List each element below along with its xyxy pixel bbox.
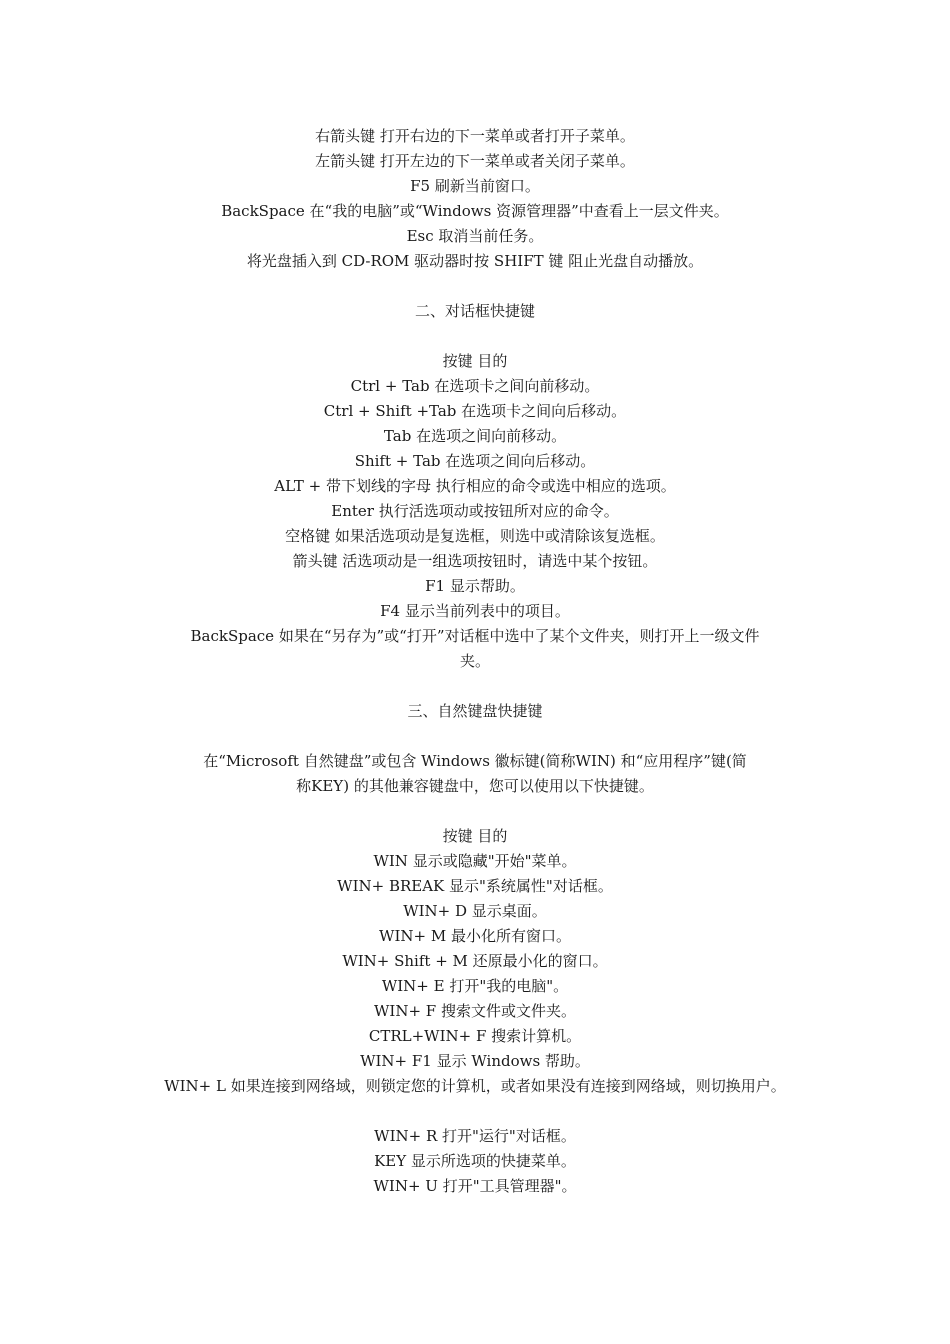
text-line: Ctrl + Tab 在选项卡之间向前移动。 (350, 377, 600, 395)
text-line: Shift + Tab 在选项之间向后移动。 (354, 452, 596, 470)
text-line: WIN+ Shift + M 还原最小化的窗口。 (342, 952, 608, 970)
text-line: WIN+ F 搜索文件或文件夹。 (374, 1002, 576, 1020)
text-line: WIN+ F1 显示 Windows 帮助。 (360, 1052, 590, 1070)
section-heading: 三、自然键盘快捷键 (407, 702, 543, 720)
text-line: F5 刷新当前窗口。 (410, 177, 540, 195)
table-header: 按键 目的 (442, 352, 508, 370)
table-header: 按键 目的 (442, 827, 508, 845)
text-line: WIN+ D 显示桌面。 (403, 902, 547, 920)
intro-text-line: 在“Microsoft 自然键盘”或包含 Windows 徽标键(简称WIN) 和“应用程序”键(简 (203, 752, 747, 770)
text-line: F4 显示当前列表中的项目。 (380, 602, 570, 620)
text-line: Enter 执行活选项动或按钮所对应的命令。 (331, 502, 619, 520)
text-line: WIN 显示或隐藏"开始"菜单。 (373, 852, 577, 870)
text-line: WIN+ BREAK 显示"系统属性"对话框。 (337, 877, 613, 895)
text-line: CTRL+WIN+ F 搜索计算机。 (368, 1027, 582, 1045)
text-line: 箭头键 活选项动是一组选项按钮时，请选中某个按钮。 (292, 552, 658, 570)
intro-text-line: 称KEY) 的其他兼容键盘中，您可以使用以下快捷键。 (296, 777, 654, 795)
text-line: Esc 取消当前任务。 (406, 227, 544, 245)
menu-shortcuts-list (130, 124, 820, 1199)
text-line: 右箭头键 打开右边的下一菜单或者打开子菜单。 (315, 127, 635, 145)
text-line: 将光盘插入到 CD-ROM 驱动器时按 SHIFT 键 阻止光盘自动播放。 (246, 252, 704, 270)
text-line: BackSpace 如果在“另存为”或“打开”对话框中选中了某个文件夹，则打开上一级文件 (190, 627, 760, 645)
text-line: 左箭头键 打开左边的下一菜单或者关闭子菜单。 (315, 152, 635, 170)
text-line: BackSpace 在“我的电脑”或“Windows 资源管理器”中查看上一层文件夹。 (221, 202, 729, 220)
text-line: WIN+ M 最小化所有窗口。 (379, 927, 571, 945)
text-line: KEY 显示所选项的快捷菜单。 (374, 1152, 576, 1170)
text-line: WIN+ L 如果连接到网络域，则锁定您的计算机，或者如果没有连接到网络域，则切换用户。 (164, 1077, 786, 1095)
text-line: 空格键 如果活选项动是复选框，则选中或清除该复选框。 (285, 527, 665, 545)
text-line: Tab 在选项之间向前移动。 (383, 427, 567, 445)
text-line: 夹。 (459, 652, 490, 670)
section-heading: 二、对话框快捷键 (414, 302, 535, 320)
text-line: WIN+ E 打开"我的电脑"。 (381, 977, 569, 995)
text-line: Ctrl + Shift +Tab 在选项卡之间向后移动。 (323, 402, 627, 420)
text-line: ALT + 带下划线的字母 执行相应的命令或选中相应的选项。 (274, 477, 676, 495)
text-line: F1 显示帮助。 (425, 577, 525, 595)
text-line: WIN+ R 打开"运行"对话框。 (374, 1127, 576, 1145)
text-line: WIN+ U 打开"工具管理器"。 (373, 1177, 577, 1195)
